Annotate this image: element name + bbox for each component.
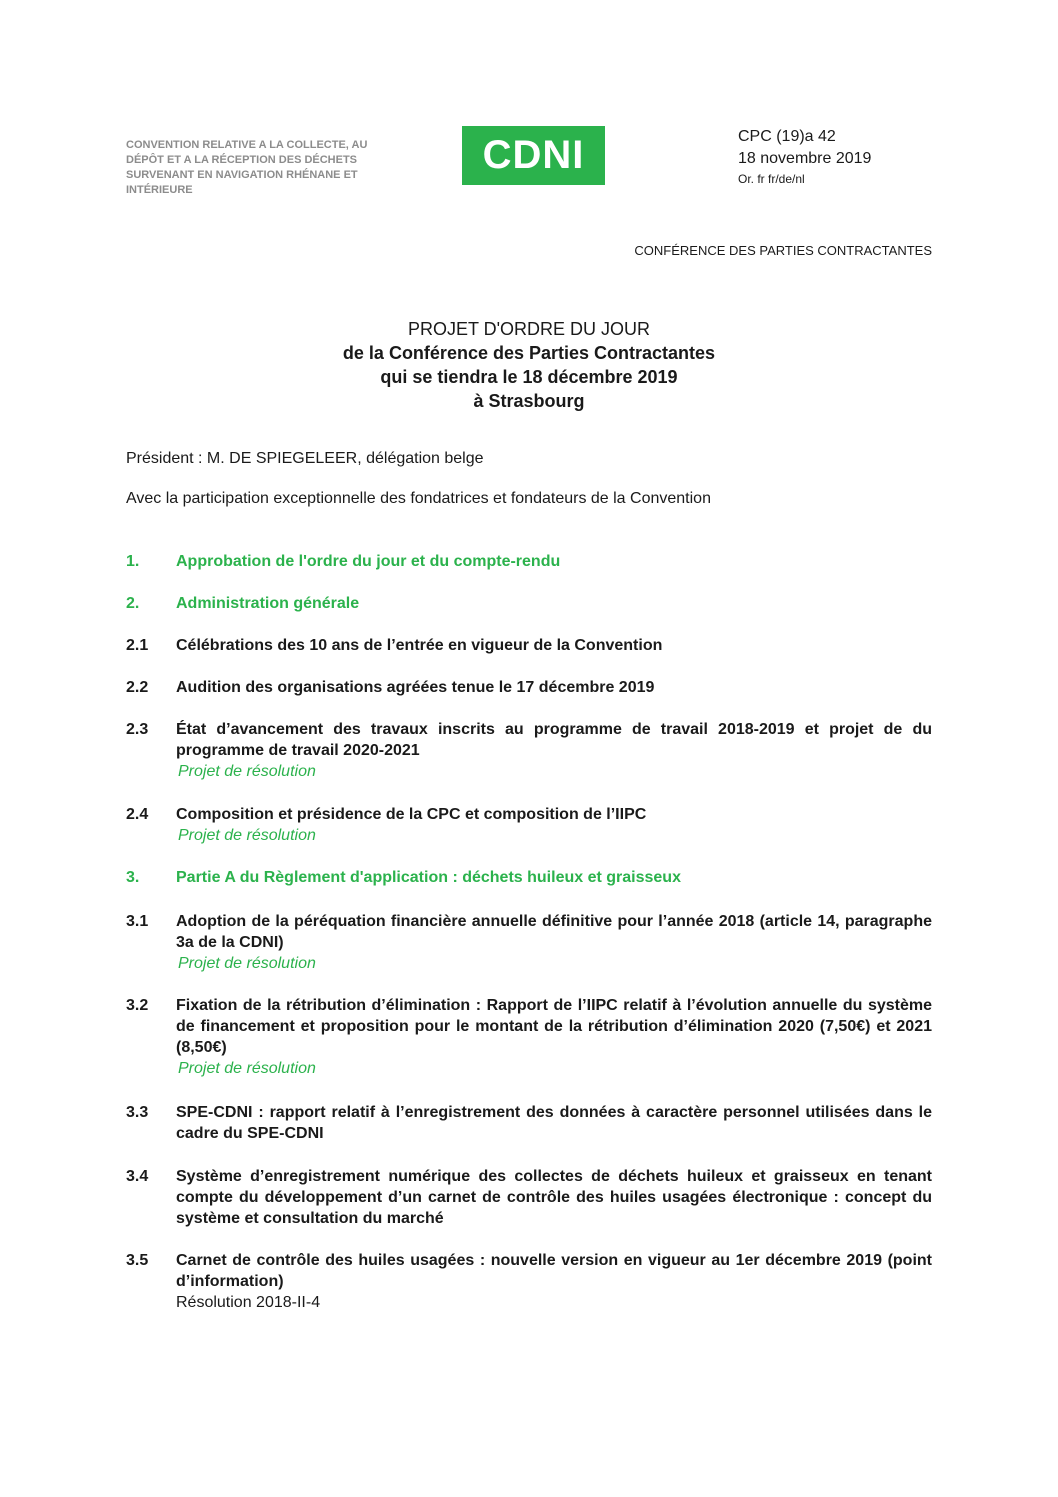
agenda-item [126, 804, 932, 846]
agenda-item [126, 995, 932, 1079]
agenda-item [126, 1166, 932, 1229]
item-text: Composition et présidence de la CPC et composition de l’IIPC [176, 806, 647, 823]
convention-name-line: CONVENTION RELATIVE A LA COLLECTE, AU [126, 139, 368, 151]
item-number: 2. [126, 595, 140, 612]
item-number: 3. [126, 869, 140, 886]
title-line: à Strasbourg [473, 391, 585, 411]
reference-code: CPC (19)a 42 [738, 128, 836, 145]
item-document: Projet de résolution [178, 1060, 316, 1077]
agenda-title [0, 317, 1058, 413]
title-line: PROJET D'ORDRE DU JOUR [407, 319, 651, 339]
item-text: Administration générale [176, 595, 360, 612]
item-document: Projet de résolution [178, 827, 316, 844]
document-reference [738, 126, 871, 188]
item-number: 1. [126, 553, 140, 570]
agenda-item [126, 911, 932, 974]
item-number: 2.2 [126, 679, 149, 696]
cdni-logo: CDNI [462, 126, 605, 185]
agenda-section [126, 593, 932, 614]
item-text: Adoption de la péréquation financière annuelle définitive pour l’année 2018 (article 14, paragraphe 3a de la CDNI) [176, 913, 932, 951]
item-text: Approbation de l'ordre du jour et du compte-rendu [176, 553, 561, 570]
item-number: 3.1 [126, 913, 149, 930]
agenda-item [126, 677, 932, 698]
item-number: 3.4 [126, 1168, 149, 1185]
item-text: Célébrations des 10 ans de l’entrée en vigueur de la Convention [176, 637, 663, 654]
title-line: de la Conférence des Parties Contractantes [342, 343, 716, 363]
agenda-section [126, 551, 932, 572]
agenda-item [126, 635, 932, 656]
item-document: Résolution 2018-II-4 [176, 1294, 321, 1311]
item-number: 3.2 [126, 997, 149, 1014]
item-text: Audition des organisations agréées tenue le 17 décembre 2019 [176, 679, 655, 696]
agenda-item [126, 1102, 932, 1144]
convention-name-line: SURVENANT EN NAVIGATION RHÉNANE ET [126, 169, 358, 181]
item-text: Carnet de contrôle des huiles usagées : nouvelle version en vigueur au 1er décembre 2019 (point d’information) [176, 1252, 932, 1290]
item-text: Système d’enregistrement numérique des collectes de déchets huileux et graisseux en tenant compte du développement d’un carnet de contrôle des huiles usagées électronique : concept du système et consultation du marché [176, 1168, 932, 1227]
participation-line: Avec la participation exceptionnelle des fondatrices et fondateurs de la Convention [126, 490, 711, 507]
agenda-item [126, 1250, 932, 1313]
item-number: 3.3 [126, 1104, 149, 1121]
reference-languages: Or. fr fr/de/nl [738, 172, 805, 186]
item-text: État d’avancement des travaux inscrits au programme de travail 2018-2019 et projet de du programme de travail 2020-2021 [176, 721, 932, 759]
item-number: 2.4 [126, 806, 149, 823]
agenda-section [126, 867, 932, 888]
convention-name [126, 138, 426, 198]
president-line: Président : M. DE SPIEGELEER, délégation belge [126, 450, 484, 467]
agenda-item [126, 719, 932, 782]
item-number: 2.1 [126, 637, 149, 654]
convention-name-line: DÉPÔT ET A LA RÉCEPTION DES DÉCHETS [126, 154, 358, 166]
title-line: qui se tiendra le 18 décembre 2019 [380, 367, 678, 387]
convention-name-line: INTÉRIEURE [126, 184, 193, 196]
item-document: Projet de résolution [178, 763, 316, 780]
item-text: SPE-CDNI : rapport relatif à l’enregistrement des données à caractère personnel utilisées dans le cadre du SPE-CDNI [176, 1104, 932, 1142]
item-text: Fixation de la rétribution d’élimination : Rapport de l’IIPC relatif à l’évolution annuelle du système de financement et proposition pour le montant de la rétribution d’élimination 2020 (7,50€) et 2021 (8,50€) [176, 997, 932, 1056]
item-number: 2.3 [126, 721, 149, 738]
reference-date: 18 novembre 2019 [738, 150, 872, 167]
item-document: Projet de résolution [178, 955, 316, 972]
item-number: 3.5 [126, 1252, 149, 1269]
conference-heading: CONFÉRENCE DES PARTIES CONTRACTANTES [634, 243, 932, 258]
item-text: Partie A du Règlement d'application : déchets huileux et graisseux [176, 869, 681, 886]
